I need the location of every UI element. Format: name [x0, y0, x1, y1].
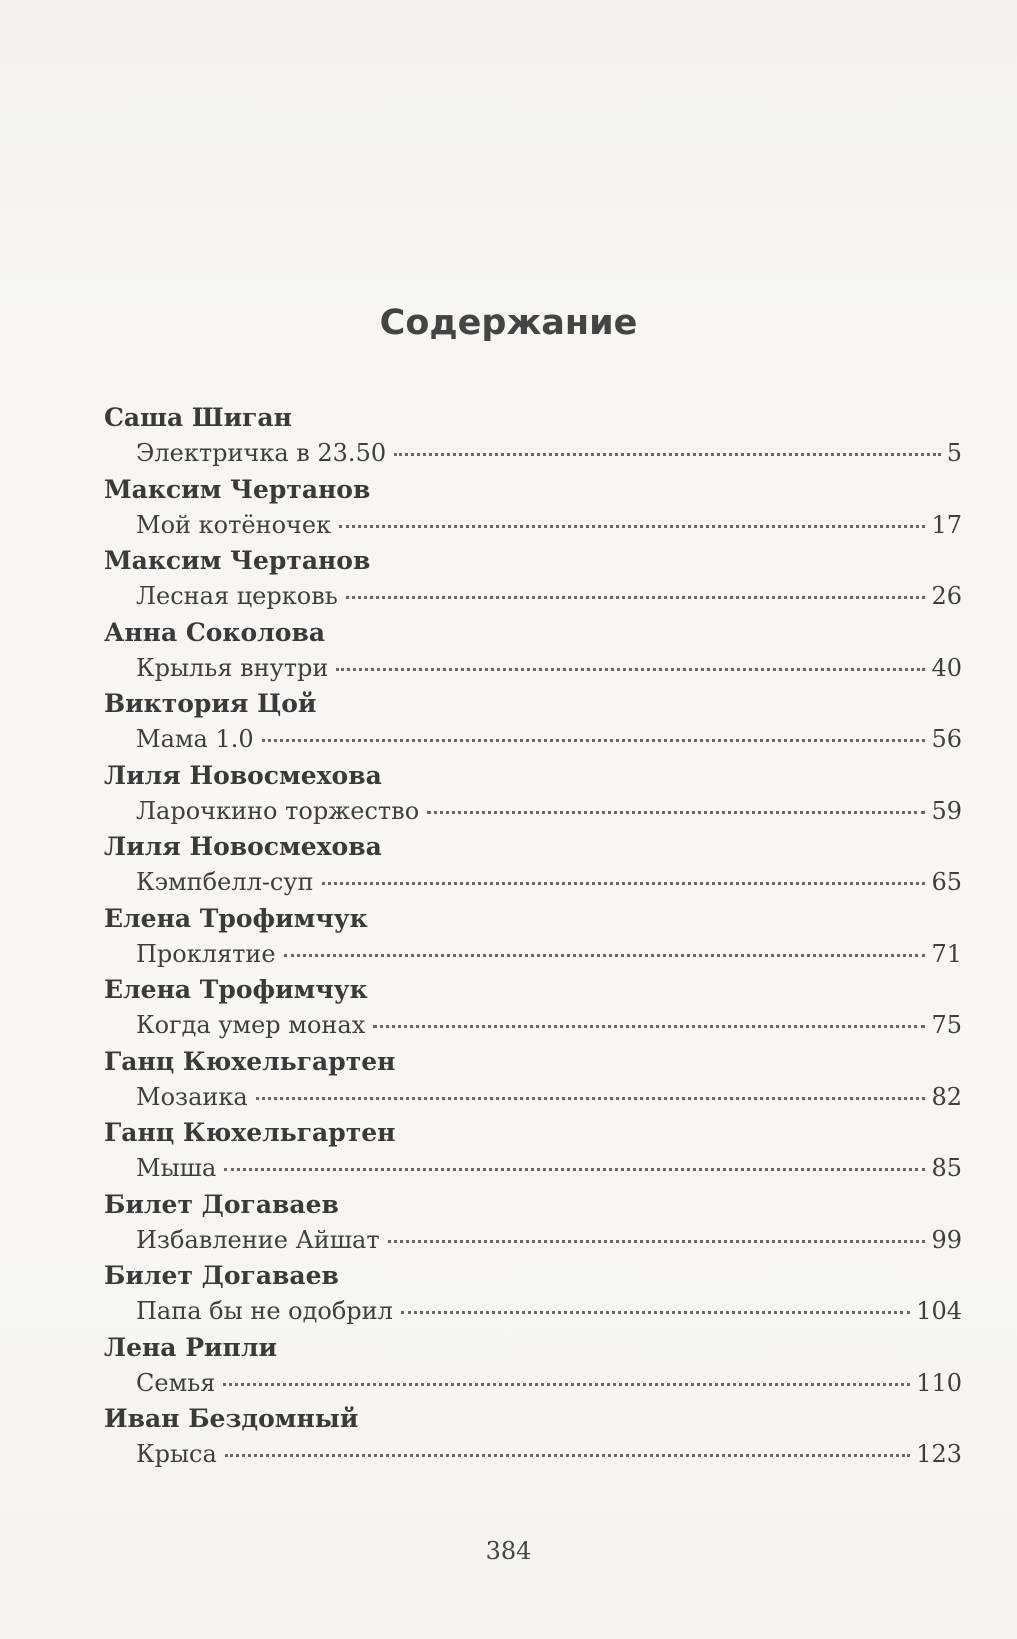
- entry-story-title: Мозаика: [136, 1082, 248, 1111]
- entry-story-line: [136, 1294, 962, 1329]
- toc-entry: [104, 400, 962, 472]
- entry-page-number: 40: [931, 653, 962, 682]
- entry-story-line: [136, 508, 962, 543]
- dot-leader: [224, 1168, 925, 1171]
- entry-story-line: [136, 865, 962, 900]
- toc-entry: [104, 1187, 962, 1259]
- toc-entry: [104, 472, 962, 544]
- entry-story-title: Кэмпбелл-суп: [136, 868, 314, 896]
- entry-story-title: Ларочкино торжество: [136, 796, 420, 825]
- dot-leader: [284, 954, 926, 957]
- entry-story-title: Семья: [136, 1368, 216, 1397]
- toc-entry: [104, 901, 962, 973]
- dot-leader: [262, 739, 926, 742]
- entry-story-line: [136, 1080, 962, 1115]
- entry-story-title: Лесная церковь: [136, 582, 338, 610]
- entry-story-title: Папа бы не одобрил: [136, 1297, 393, 1325]
- entry-author: Ганц Кюхельгартен: [104, 1118, 396, 1147]
- entry-author: Билет Догаваев: [104, 1261, 339, 1290]
- entry-story-line: [136, 1008, 962, 1043]
- entry-story-line: [136, 1223, 962, 1258]
- entry-page-number: 99: [931, 1225, 962, 1254]
- toc-entry: [104, 1330, 962, 1402]
- page-number-folio: 384: [485, 1537, 532, 1565]
- toc-entry: [104, 1401, 962, 1473]
- entry-story-title: Мыша: [136, 1154, 217, 1182]
- entry-page-number: 5: [946, 439, 962, 467]
- entry-story-title: Мой котёночек: [136, 510, 332, 539]
- entry-author: Елена Трофимчук: [104, 975, 368, 1004]
- dot-leader: [401, 1311, 910, 1314]
- entry-page-number: 26: [931, 582, 962, 610]
- toc-entry: [104, 1115, 962, 1187]
- entry-author: Максим Чертанов: [104, 546, 371, 575]
- dot-leader: [427, 811, 925, 814]
- entry-story-line: [136, 1366, 962, 1401]
- dot-leader: [223, 1383, 910, 1386]
- entry-story-line: [136, 722, 962, 757]
- dot-leader: [373, 1025, 925, 1028]
- dot-leader: [225, 1454, 910, 1457]
- entry-page-number: 56: [931, 725, 962, 753]
- entry-author: Ганц Кюхельгартен: [104, 1046, 396, 1076]
- dot-leader: [256, 1097, 926, 1100]
- entry-author: Елена Трофимчук: [104, 903, 368, 933]
- entry-author: Виктория Цой: [104, 689, 317, 718]
- entry-author: Билет Догаваев: [104, 1189, 339, 1219]
- entry-page-number: 123: [916, 1440, 962, 1468]
- entry-story-line: [136, 794, 962, 829]
- entry-story-line: [136, 937, 962, 972]
- dot-leader: [339, 525, 925, 528]
- entry-story-line: [136, 1437, 962, 1472]
- entry-story-title: Крылья внутри: [136, 653, 329, 682]
- entry-story-title: Когда умер монах: [136, 1011, 366, 1039]
- entry-story-title: Крыса: [136, 1440, 217, 1468]
- entry-author: Саша Шиган: [104, 403, 292, 432]
- toc-entry: [104, 686, 962, 758]
- page-title: Содержание: [379, 303, 638, 343]
- table-of-contents: [104, 400, 962, 1473]
- toc-entry: [104, 1044, 962, 1116]
- entry-story-title: Электричка в 23.50: [136, 439, 387, 467]
- entry-author: Лиля Новосмехова: [104, 832, 382, 861]
- entry-page-number: 85: [931, 1154, 962, 1182]
- dot-leader: [346, 596, 926, 599]
- entry-page-number: 82: [931, 1082, 962, 1111]
- entry-page-number: 104: [916, 1297, 962, 1325]
- entry-page-number: 17: [931, 510, 962, 539]
- dot-leader: [322, 882, 926, 885]
- entry-page-number: 59: [931, 796, 962, 825]
- dot-leader: [394, 453, 941, 456]
- entry-author: Анна Соколова: [104, 617, 326, 647]
- entry-story-line: [136, 1151, 962, 1186]
- entry-page-number: 75: [931, 1011, 962, 1039]
- toc-entry: [104, 972, 962, 1044]
- toc-entry: [104, 829, 962, 901]
- entry-page-number: 65: [931, 868, 962, 896]
- entry-page-number: 110: [916, 1368, 962, 1397]
- entry-story-line: [136, 579, 962, 614]
- entry-story-title: Мама 1.0: [136, 725, 254, 753]
- entry-story-title: Проклятие: [136, 939, 276, 968]
- toc-entry: [104, 758, 962, 830]
- entry-story-line: [136, 651, 962, 686]
- entry-story-line: [136, 436, 962, 471]
- toc-entry: [104, 615, 962, 687]
- entry-author: Лена Рипли: [104, 1332, 278, 1362]
- dot-leader: [336, 668, 925, 671]
- entry-story-title: Избавление Айшат: [136, 1225, 380, 1254]
- entry-author: Максим Чертанов: [104, 474, 371, 504]
- entry-author: Лиля Новосмехова: [104, 760, 382, 790]
- entry-author: Иван Бездомный: [104, 1404, 359, 1433]
- toc-entry: [104, 1258, 962, 1330]
- entry-page-number: 71: [931, 939, 962, 968]
- dot-leader: [388, 1240, 926, 1243]
- toc-entry: [104, 543, 962, 615]
